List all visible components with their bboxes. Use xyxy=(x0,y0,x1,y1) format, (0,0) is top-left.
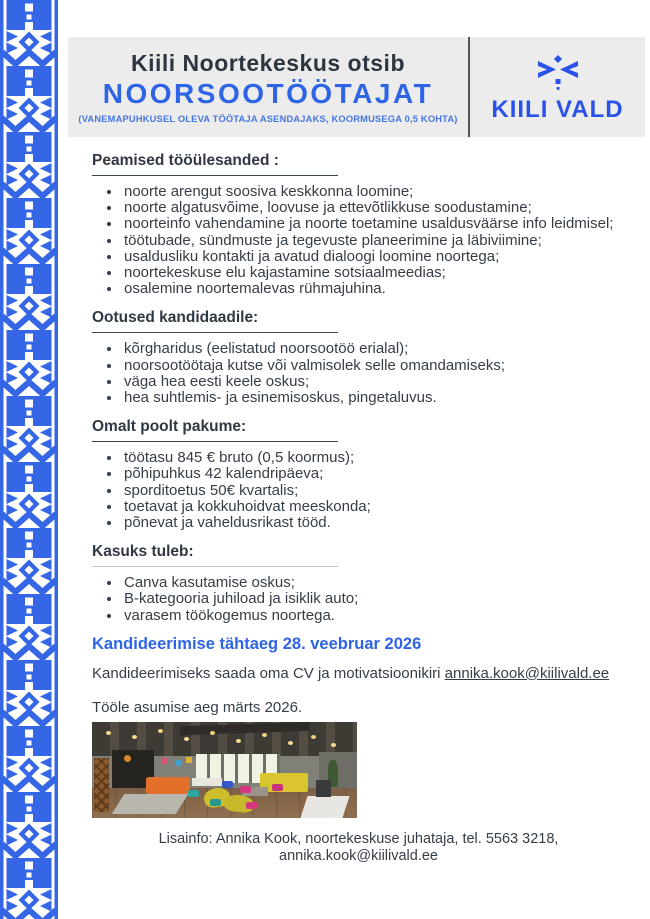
list-item: • osalemine noortemalevas rühmajuhina. xyxy=(122,281,625,297)
subtitle: (VANEMAPUHKUSEL OLEVA TÖÖTAJA ASENDAJAKS, KOORMUSEGA 0,5 KOHTA) xyxy=(78,114,458,124)
offer-list xyxy=(92,450,625,531)
title-block xyxy=(68,37,468,137)
contact-line1: Lisainfo: Annika Kook, noortekeskuse juhataja, tel. 5563 3218, xyxy=(158,830,559,847)
dragonfly-icon xyxy=(536,54,580,92)
list-item: • noorte arengut soosiva keskkonna loomine; xyxy=(122,184,625,200)
list-item: • hea suhtlemis- ja esinemisoskus, pingetaluvus. xyxy=(122,390,625,406)
section-heading-tasks: Peamised tööülesanded : xyxy=(92,152,338,176)
photo-orange-sofa xyxy=(146,777,190,794)
tasks-list xyxy=(92,184,625,297)
photo-chalkboard-circle xyxy=(124,755,131,762)
expectations-list xyxy=(92,341,625,406)
section-heading-bonus: Kasuks tuleb: xyxy=(92,543,338,567)
application-text: Kandideerimiseks saada oma CV ja motivatsioonikiri xyxy=(92,664,441,682)
list-item: • B-kategooria juhiload ja isiklik auto; xyxy=(122,591,625,607)
header-banner xyxy=(68,37,645,137)
list-item: • töötasu 845 € bruto (0,5 koormus); xyxy=(122,450,625,466)
list-item: • usaldusliku kontakti ja avatud dialoogi loomine noortega; xyxy=(122,249,625,265)
photo-lights xyxy=(106,731,111,735)
list-item: • sporditoetus 50€ kvartalis; xyxy=(122,483,625,499)
section-heading-expectations: Ootused kandidaadile: xyxy=(92,309,338,333)
photo-rug xyxy=(112,794,188,814)
section-heading-offer: Omalt poolt pakume: xyxy=(92,418,338,442)
list-item: • noorsootöötaja kutse või valmisolek selle omandamiseks; xyxy=(122,358,625,374)
photo-wall-art xyxy=(162,758,168,764)
list-item: • noorte algatusvõime, loovuse ja ettevõtlikkuse soodustamine; xyxy=(122,200,625,216)
list-item: • noortekeskuse elu kajastamine sotsiaalmeedias; xyxy=(122,265,625,281)
folk-pattern-border xyxy=(0,0,58,919)
contact-info xyxy=(92,831,625,866)
list-item: • põnevat ja vaheldusrikast tööd. xyxy=(122,515,625,531)
youth-center-photo xyxy=(92,722,357,818)
list-item: • töötubade, sündmuste ja tegevuste planeerimine ja läbiviimine; xyxy=(122,233,625,249)
list-item: • noorteinfo vahendamine ja noorte toetamine usaldusväärse info leidmisel; xyxy=(122,216,625,232)
flyer-body xyxy=(92,150,625,866)
photo-poufs xyxy=(188,790,199,797)
photo-coffee-table xyxy=(242,787,268,796)
municipality-logo xyxy=(470,37,645,137)
list-item: • väga hea eesti keele oskus; xyxy=(122,374,625,390)
photo-chair xyxy=(316,780,331,797)
application-instructions xyxy=(92,664,625,684)
list-item: • kõrgharidus (eelistatud noorsootöö erialal); xyxy=(122,341,625,357)
pretitle: Kiili Noortekeskus otsib xyxy=(130,50,405,76)
logo-text: KIILI VALD xyxy=(491,96,624,123)
start-date: Tööle asumise aeg märts 2026. xyxy=(92,698,303,716)
contact-line2: annika.kook@kiilivald.ee xyxy=(279,848,438,865)
photo-white-table xyxy=(192,778,222,786)
application-deadline: Kandideerimise tähtaeg 28. veebruar 2026 xyxy=(92,634,422,653)
photo-shelf xyxy=(94,758,109,812)
list-item: • toetavat ja kokkuhoidvat meeskonda; xyxy=(122,499,625,515)
list-item: • Canva kasutamise oskus; xyxy=(122,575,625,591)
page-title: NOORSOOTÖÖTAJAT xyxy=(102,78,434,109)
bonus-list xyxy=(92,575,625,624)
photo-desk xyxy=(300,796,349,818)
application-email-link[interactable]: annika.kook@kiilivald.ee xyxy=(444,664,610,682)
list-item: • varasem töökogemus noortega. xyxy=(122,608,625,624)
list-item: • põhipuhkus 42 kalendripäeva; xyxy=(122,466,625,482)
